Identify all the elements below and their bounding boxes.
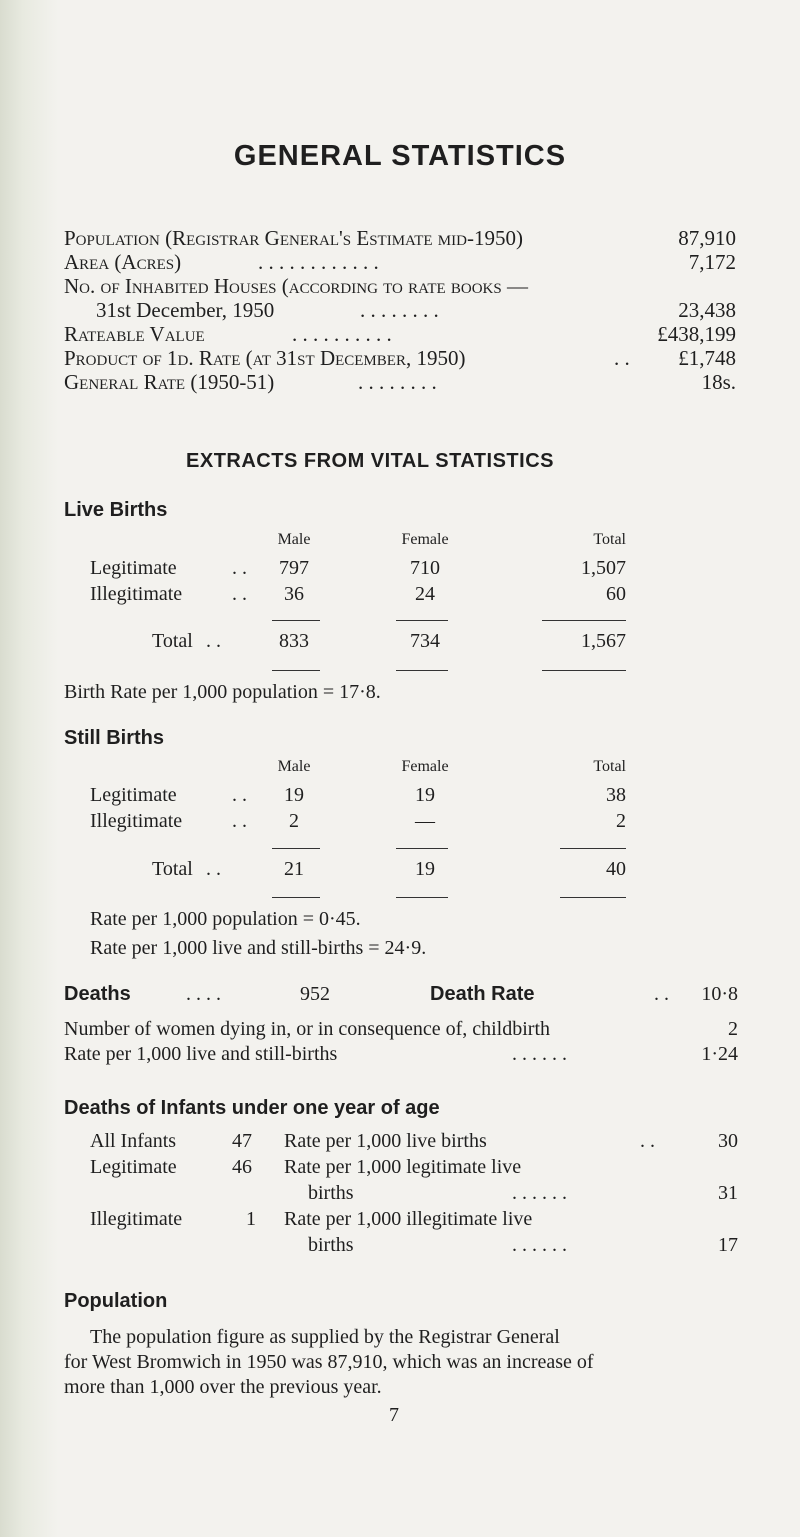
- still-rate-population: Rate per 1,000 population = 0·45.: [90, 908, 361, 930]
- live-total-total: 1,567: [581, 630, 626, 652]
- infant-deaths-heading: Deaths of Infants under one year of age: [64, 1097, 440, 1119]
- population-heading: Population: [64, 1290, 168, 1312]
- infant-row-all-count: 47: [232, 1130, 252, 1152]
- childbirth-rate-dots: . . . . . .: [512, 1043, 567, 1065]
- live-births-heading: Live Births: [64, 499, 168, 521]
- infant-row-legitimate-rate-text: Rate per 1,000 legitimate live: [284, 1156, 522, 1178]
- childbirth-rate-text: Rate per 1,000 live and still-births: [64, 1043, 338, 1065]
- still-rule-female-bottom: [396, 897, 448, 898]
- live-row-illegitimate-female: 24: [415, 583, 435, 605]
- death-rate-dots: . .: [654, 983, 669, 1005]
- live-row-legitimate-label: Legitimate: [90, 557, 177, 579]
- live-rule-total-top: [542, 620, 626, 621]
- population-line-2: for West Bromwich in 1950 was 87,910, which was an increase of: [64, 1351, 594, 1373]
- still-total-dots: . .: [206, 858, 221, 880]
- infant-row-illegitimate-rate-text-2: births: [308, 1234, 354, 1256]
- general-label-area: Area (Acres): [64, 250, 182, 274]
- still-rule-total-top: [560, 848, 626, 849]
- general-leader-area: . . . . . . . . . . . .: [258, 250, 379, 274]
- still-row-legitimate-female: 19: [415, 784, 435, 806]
- general-value-rate: 18s.: [701, 370, 736, 394]
- infant-row-legitimate-value: 31: [718, 1182, 738, 1204]
- infant-row-illegitimate-dots: . . . . . .: [512, 1234, 567, 1256]
- infant-row-legitimate-label: Legitimate: [90, 1156, 177, 1178]
- still-row-illegitimate-male: 2: [289, 810, 299, 832]
- general-label-houses-date: 31st December, 1950: [96, 298, 275, 322]
- live-rule-male-bottom: [272, 670, 320, 671]
- general-label-product: Product of 1d. Rate (at 31st December, 1950): [64, 346, 466, 370]
- still-total-total: 40: [606, 858, 626, 880]
- still-row-legitimate-total: 38: [606, 784, 626, 806]
- still-col-total: Total: [593, 758, 626, 775]
- live-total-male: 833: [279, 630, 309, 652]
- general-label-rate: General Rate (1950-51): [64, 370, 275, 394]
- still-row-legitimate-dots: . .: [232, 784, 247, 806]
- general-value-population: 87,910: [678, 226, 736, 250]
- page-title: GENERAL STATISTICS: [233, 140, 567, 172]
- live-row-legitimate-dots: . .: [232, 557, 247, 579]
- infant-row-legitimate-count: 46: [232, 1156, 252, 1178]
- live-row-legitimate-female: 710: [410, 557, 440, 579]
- general-value-houses: 23,438: [678, 298, 736, 322]
- childbirth-deaths-value: 2: [728, 1018, 738, 1040]
- general-leader-houses: . . . . . . . .: [360, 298, 439, 322]
- infant-row-illegitimate-label: Illegitimate: [90, 1208, 183, 1230]
- infant-row-legitimate-rate-text-2: births: [308, 1182, 354, 1204]
- page-edge-shadow: [0, 0, 58, 1537]
- deaths-dots: . . . .: [186, 983, 221, 1005]
- infant-row-illegitimate-value: 17: [718, 1234, 738, 1256]
- live-col-female: Female: [401, 531, 449, 548]
- live-total-female: 734: [410, 630, 440, 652]
- general-value-product: £1,748: [678, 346, 736, 370]
- still-total-label: Total: [152, 858, 193, 880]
- still-rate-births: Rate per 1,000 live and still-births = 24·9.: [90, 937, 427, 959]
- still-col-male: Male: [277, 758, 311, 775]
- live-rule-female-top: [396, 620, 448, 621]
- infant-row-all-rate-text: Rate per 1,000 live births: [284, 1130, 487, 1152]
- live-rule-female-bottom: [396, 670, 448, 671]
- live-row-legitimate-total: 1,507: [581, 557, 626, 579]
- still-total-male: 21: [284, 858, 304, 880]
- birth-rate-text: Birth Rate per 1,000 population = 17·8.: [64, 681, 381, 703]
- general-value-rateable: £438,199: [657, 322, 736, 346]
- death-rate-value: 10·8: [701, 983, 738, 1005]
- live-rule-male-top: [272, 620, 320, 621]
- general-label-houses: No. of Inhabited Houses (according to rate books —: [64, 274, 528, 298]
- deaths-count: 952: [300, 983, 330, 1005]
- still-row-illegitimate-female: —: [415, 810, 435, 832]
- live-row-illegitimate-male: 36: [284, 583, 304, 605]
- general-value-area: 7,172: [688, 250, 736, 274]
- still-col-female: Female: [401, 758, 449, 775]
- live-col-male: Male: [277, 531, 311, 548]
- general-label-rateable: Rateable Value: [64, 322, 205, 346]
- live-total-label: Total: [152, 630, 193, 652]
- infant-row-all-dots: . .: [640, 1130, 655, 1152]
- population-line-3: more than 1,000 over the previous year.: [64, 1376, 382, 1398]
- still-row-legitimate-label: Legitimate: [90, 784, 177, 806]
- infant-row-legitimate-dots: . . . . . .: [512, 1182, 567, 1204]
- infant-row-illegitimate-count: 1: [246, 1208, 256, 1230]
- still-row-illegitimate-label: Illegitimate: [90, 810, 183, 832]
- page-number: 7: [389, 1404, 399, 1426]
- death-rate-label: Death Rate: [430, 983, 535, 1005]
- still-rule-female-top: [396, 848, 448, 849]
- general-leader-rate: . . . . . . . .: [358, 370, 437, 394]
- live-total-dots: . .: [206, 630, 221, 652]
- population-line-1: The population figure as supplied by the Registrar General: [90, 1326, 560, 1348]
- still-rule-total-bottom: [560, 897, 626, 898]
- still-total-female: 19: [415, 858, 435, 880]
- live-row-illegitimate-total: 60: [606, 583, 626, 605]
- still-rule-male-bottom: [272, 897, 320, 898]
- infant-row-all-label: All Infants: [90, 1130, 177, 1152]
- still-births-heading: Still Births: [64, 727, 165, 749]
- live-row-illegitimate-label: Illegitimate: [90, 583, 183, 605]
- childbirth-rate-value: 1·24: [701, 1043, 738, 1065]
- general-leader-rateable: . . . . . . . . . .: [292, 322, 392, 346]
- infant-row-illegitimate-rate-text: Rate per 1,000 illegitimate live: [284, 1208, 533, 1230]
- live-rule-total-bottom: [542, 670, 626, 671]
- still-row-illegitimate-total: 2: [616, 810, 626, 832]
- live-col-total: Total: [593, 531, 626, 548]
- deaths-heading: Deaths: [64, 983, 131, 1005]
- still-rule-male-top: [272, 848, 320, 849]
- live-row-legitimate-male: 797: [279, 557, 309, 579]
- still-row-illegitimate-dots: . .: [232, 810, 247, 832]
- childbirth-deaths-text: Number of women dying in, or in consequence of, childbirth: [64, 1018, 550, 1040]
- vital-statistics-title: EXTRACTS FROM VITAL STATISTICS: [186, 450, 554, 472]
- infant-row-all-value: 30: [718, 1130, 738, 1152]
- live-row-illegitimate-dots: . .: [232, 583, 247, 605]
- general-label-population: Population (Registrar General's Estimate mid-1950): [64, 226, 523, 250]
- general-leader-product: . .: [614, 346, 630, 370]
- still-row-legitimate-male: 19: [284, 784, 304, 806]
